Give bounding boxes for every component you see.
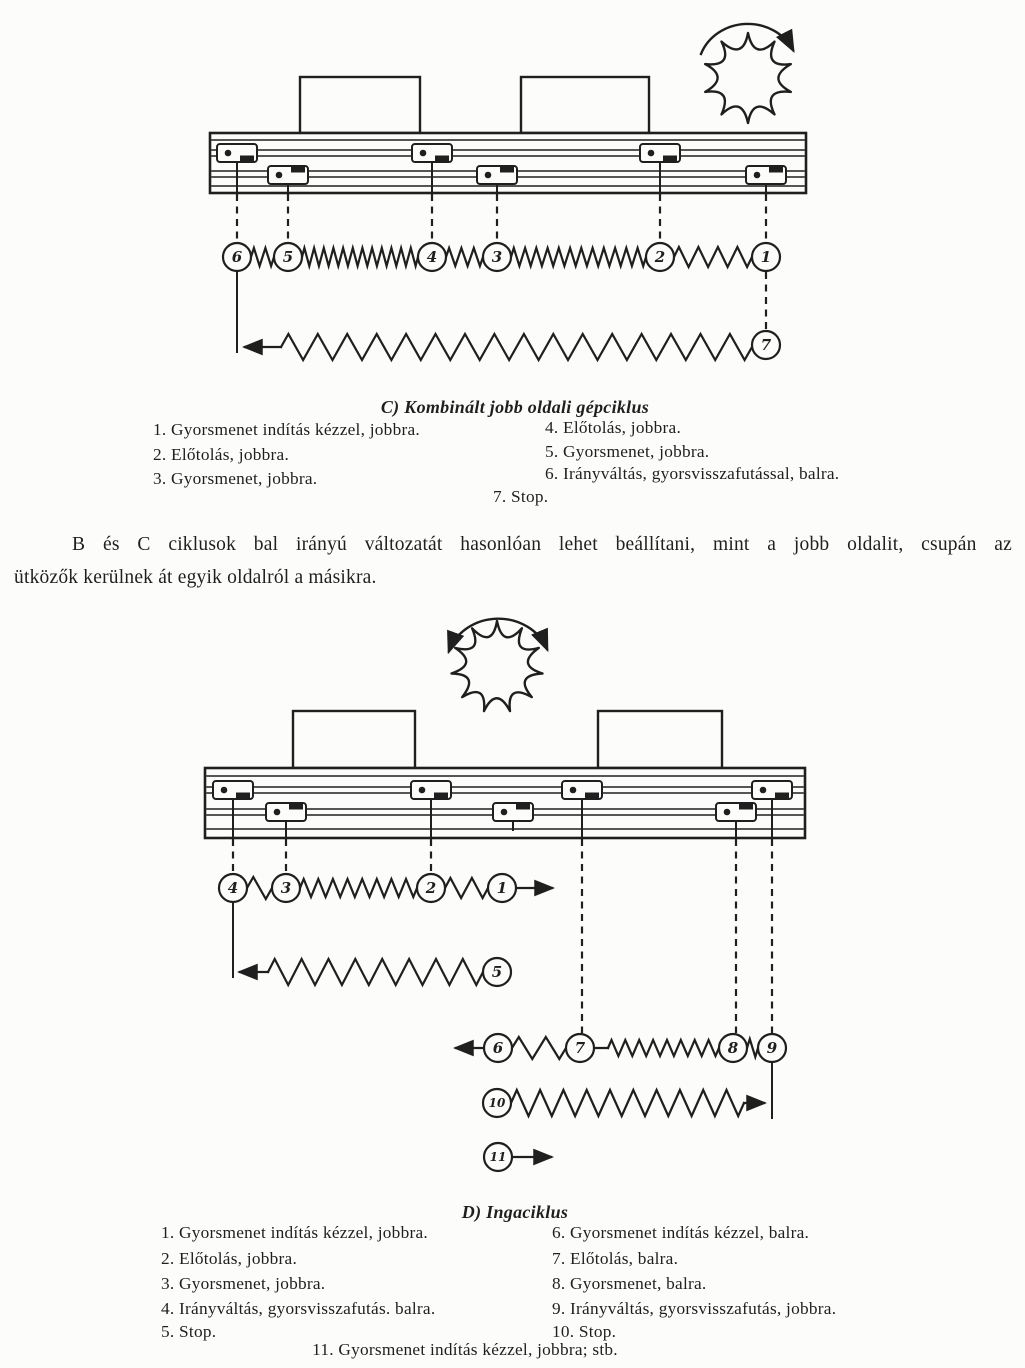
svg-text:7: 7 bbox=[574, 1039, 586, 1057]
motion-zigzag-feed bbox=[302, 248, 418, 266]
svg-text:9: 9 bbox=[766, 1039, 778, 1057]
trip-dog bbox=[477, 166, 517, 185]
event-circle bbox=[418, 243, 446, 271]
event-circle bbox=[417, 874, 445, 902]
milling-cutter-icon bbox=[452, 621, 543, 711]
trip-dog bbox=[213, 781, 253, 800]
body-paragraph-line: ütközők kerülnek át egyik oldalról a másikra. bbox=[14, 567, 377, 588]
step-item: 9. Irányváltás, gyorsvisszafutás, jobbra. bbox=[552, 1299, 837, 1318]
svg-text:5: 5 bbox=[282, 248, 294, 266]
svg-text:8: 8 bbox=[727, 1039, 739, 1057]
event-circle bbox=[752, 243, 780, 271]
dashed-links bbox=[233, 839, 772, 1033]
motion-zigzag-feed bbox=[608, 1040, 719, 1056]
event-circle bbox=[274, 243, 302, 271]
event-circle bbox=[566, 1034, 594, 1062]
trip-dog bbox=[412, 144, 452, 163]
workpiece bbox=[598, 711, 722, 768]
motion-zigzag bbox=[251, 248, 274, 266]
event-circle bbox=[719, 1034, 747, 1062]
milling-cutter-icon bbox=[705, 33, 791, 123]
svg-text:7: 7 bbox=[760, 336, 772, 354]
svg-text:6: 6 bbox=[231, 248, 243, 266]
workpiece bbox=[293, 711, 415, 768]
step-item: 3. Gyorsmenet, jobbra. bbox=[153, 469, 318, 488]
step-item: 2. Előtolás, jobbra. bbox=[161, 1249, 298, 1268]
svg-text:4: 4 bbox=[426, 248, 438, 266]
trip-dog bbox=[266, 803, 306, 822]
trip-dog bbox=[640, 144, 680, 163]
step-item: 1. Gyorsmenet indítás kézzel, jobbra. bbox=[161, 1223, 428, 1242]
motion-zigzag-feed bbox=[511, 248, 646, 266]
event-circle bbox=[483, 243, 511, 271]
workpiece bbox=[521, 77, 649, 133]
step-item: 6. Gyorsmenet indítás kézzel, balra. bbox=[552, 1223, 810, 1242]
event-circle bbox=[752, 331, 780, 359]
diagram-d-figure bbox=[205, 619, 805, 1171]
step-item: 7. Előtolás, balra. bbox=[552, 1249, 679, 1268]
event-circle bbox=[219, 874, 247, 902]
caption-d: D) Ingaciklus bbox=[461, 1202, 569, 1222]
svg-text:5: 5 bbox=[491, 963, 503, 981]
trip-dog bbox=[562, 781, 602, 800]
trip-dog bbox=[411, 781, 451, 800]
svg-text:2: 2 bbox=[425, 879, 437, 897]
motion-zigzag bbox=[445, 878, 488, 898]
workpiece bbox=[300, 77, 420, 133]
svg-text:6: 6 bbox=[492, 1039, 504, 1057]
trip-dog bbox=[716, 803, 756, 822]
step-item: 5. Stop. bbox=[161, 1322, 217, 1341]
motion-zigzag bbox=[247, 877, 272, 899]
body-paragraph-line: B és C ciklusok bal irányú változatát hasonlóan lehet beállítani, mint a jobb oldalit, csupán az bbox=[72, 534, 1012, 555]
step-item: 2. Előtolás, jobbra. bbox=[153, 445, 290, 464]
svg-text:3: 3 bbox=[491, 248, 503, 266]
motion-zigzag bbox=[446, 248, 483, 266]
event-circle bbox=[484, 1143, 512, 1171]
return-zigzag bbox=[268, 959, 483, 985]
step-item: 1. Gyorsmenet indítás kézzel, jobbra. bbox=[153, 420, 420, 439]
event-circle bbox=[483, 1089, 511, 1117]
step-item: 4. Irányváltás, gyorsvisszafutás. balra. bbox=[161, 1299, 436, 1318]
step-item: 5. Gyorsmenet, jobbra. bbox=[545, 442, 710, 461]
motion-zigzag bbox=[674, 247, 752, 267]
event-circle bbox=[223, 243, 251, 271]
return-zigzag bbox=[511, 1090, 744, 1116]
step-item: 10. Stop. bbox=[552, 1322, 617, 1341]
motion-zigzag-feed bbox=[300, 879, 417, 897]
event-circle bbox=[483, 958, 511, 986]
step-item: 4. Előtolás, jobbra. bbox=[545, 418, 682, 437]
svg-text:2: 2 bbox=[654, 248, 666, 266]
trip-dog bbox=[217, 144, 257, 163]
event-circle bbox=[758, 1034, 786, 1062]
trip-dog bbox=[493, 803, 533, 822]
step-item: 8. Gyorsmenet, balra. bbox=[552, 1274, 707, 1293]
event-circle bbox=[646, 243, 674, 271]
svg-text:1: 1 bbox=[760, 248, 772, 266]
motion-zigzag bbox=[512, 1037, 566, 1059]
event-circle bbox=[488, 874, 516, 902]
motion-zigzag bbox=[747, 1039, 758, 1057]
step-item: 6. Irányváltás, gyorsvisszafutással, balra. bbox=[545, 464, 840, 483]
svg-text:11: 11 bbox=[489, 1150, 507, 1164]
trip-dog bbox=[268, 166, 308, 185]
svg-text:1: 1 bbox=[496, 879, 508, 897]
svg-text:3: 3 bbox=[280, 879, 292, 897]
svg-text:10: 10 bbox=[488, 1096, 506, 1110]
diagram-c-figure bbox=[210, 24, 806, 360]
event-circle bbox=[484, 1034, 512, 1062]
step-item: 11. Gyorsmenet indítás kézzel, jobbra; stb. bbox=[312, 1340, 618, 1359]
trip-dog bbox=[746, 166, 786, 185]
svg-text:4: 4 bbox=[227, 879, 239, 897]
return-zigzag bbox=[281, 334, 752, 360]
step-item: 3. Gyorsmenet, jobbra. bbox=[161, 1274, 326, 1293]
trip-dog bbox=[752, 781, 792, 800]
step-item: 7. Stop. bbox=[493, 487, 549, 506]
event-circle bbox=[272, 874, 300, 902]
caption-c: C) Kombinált jobb oldali gépciklus bbox=[380, 397, 650, 417]
